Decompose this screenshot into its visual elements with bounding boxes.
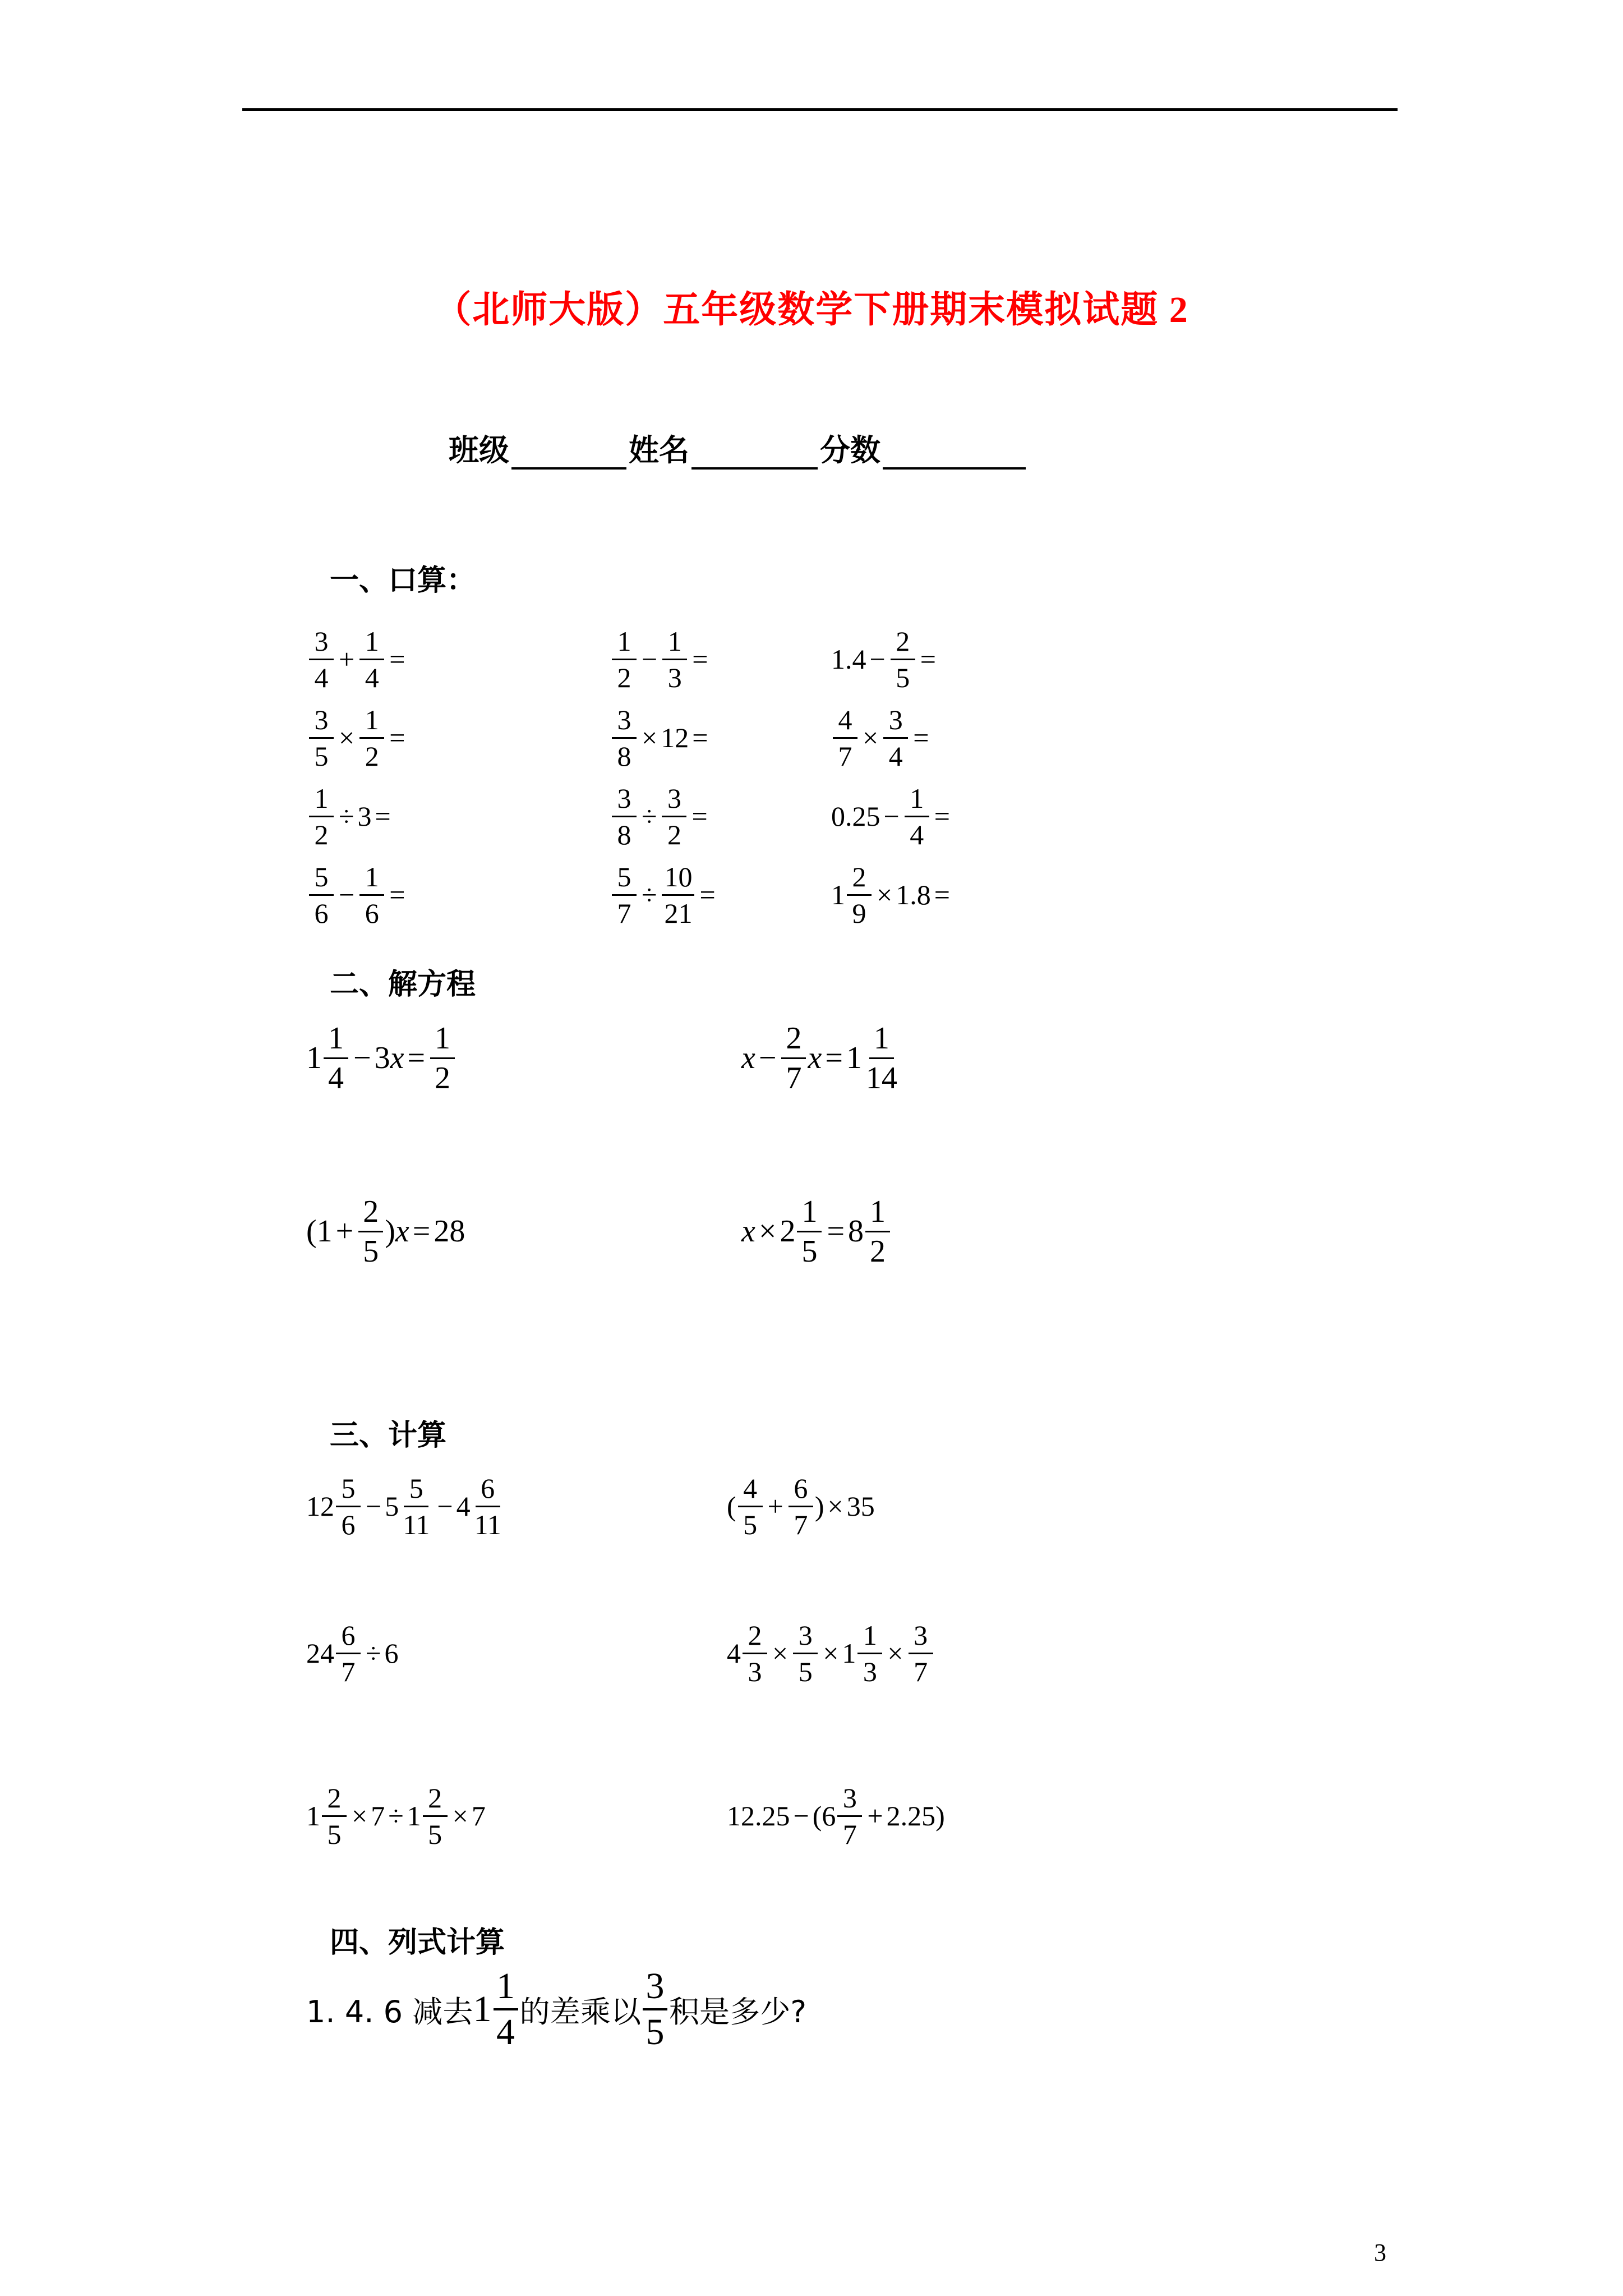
denominator: 7 bbox=[842, 1818, 857, 1850]
math-token: 4 bbox=[727, 1637, 741, 1669]
numerator: 1 bbox=[905, 784, 929, 817]
denominator: 2 bbox=[314, 818, 329, 850]
numerator: 1 bbox=[494, 1968, 518, 2010]
fraction bbox=[662, 784, 686, 849]
fraction bbox=[643, 1968, 667, 2051]
denominator: 7 bbox=[341, 1655, 356, 1687]
operator: × bbox=[642, 722, 658, 753]
math-token: x bbox=[390, 1041, 404, 1075]
operator: = bbox=[389, 643, 405, 675]
numerator: 5 bbox=[404, 1474, 428, 1507]
math-token: ( bbox=[727, 1490, 736, 1522]
numerator: 1 bbox=[869, 1023, 894, 1059]
operator: − bbox=[339, 879, 355, 910]
denominator: 5 bbox=[428, 1818, 442, 1850]
fraction bbox=[309, 863, 334, 927]
math-token: 2.25 bbox=[886, 1800, 936, 1832]
oral-expr-r1c1 bbox=[307, 623, 408, 696]
operator: × bbox=[758, 1214, 777, 1249]
operator: × bbox=[772, 1637, 789, 1669]
denominator: 6 bbox=[314, 897, 329, 929]
denominator: 4 bbox=[365, 661, 379, 693]
score-label: 分数 bbox=[820, 434, 880, 467]
math-token: (6 bbox=[812, 1800, 836, 1832]
calc-expr-6 bbox=[727, 1779, 945, 1852]
fraction bbox=[743, 1621, 767, 1686]
fraction bbox=[309, 627, 334, 692]
fraction bbox=[837, 1784, 862, 1848]
denominator: 2 bbox=[667, 818, 681, 850]
fraction bbox=[359, 703, 384, 772]
operator: = bbox=[412, 1214, 431, 1249]
operator: = bbox=[825, 1041, 843, 1075]
numerator: 1 bbox=[662, 627, 687, 660]
denominator: 5 bbox=[801, 1234, 818, 1269]
calc-expr-1 bbox=[306, 1470, 505, 1543]
fraction bbox=[359, 627, 384, 692]
denominator: 2 bbox=[870, 1234, 886, 1269]
numerator: 6 bbox=[476, 1474, 500, 1507]
fraction bbox=[883, 703, 908, 772]
math-token: 5 bbox=[385, 1490, 399, 1522]
fraction bbox=[857, 1621, 882, 1686]
math-token: 3 bbox=[374, 1041, 390, 1075]
oral-expr-r1c3 bbox=[831, 623, 939, 696]
denominator: 4 bbox=[314, 661, 329, 693]
numerator: 2 bbox=[891, 627, 915, 660]
fraction bbox=[336, 1474, 361, 1539]
class-blank[interactable] bbox=[511, 436, 626, 470]
operator: − bbox=[353, 1041, 371, 1075]
denominator: 4 bbox=[910, 818, 924, 850]
operator: ÷ bbox=[642, 879, 657, 910]
numerator: 1 bbox=[857, 1621, 882, 1654]
operator: − bbox=[883, 800, 900, 832]
numerator: 5 bbox=[612, 863, 637, 896]
math-token: (1 bbox=[306, 1214, 333, 1249]
operator: ÷ bbox=[339, 800, 354, 832]
denominator: 5 bbox=[314, 740, 329, 772]
fraction bbox=[865, 1196, 890, 1267]
math-token: 6 bbox=[384, 1637, 399, 1669]
denominator: 7 bbox=[838, 740, 852, 772]
operator: + bbox=[767, 1490, 783, 1522]
fraction bbox=[494, 1968, 518, 2051]
math-token: 12 bbox=[661, 722, 689, 753]
fraction bbox=[891, 627, 915, 692]
numerator: 1 bbox=[612, 627, 637, 660]
numerator: 6 bbox=[336, 1621, 361, 1654]
equation-2 bbox=[741, 1019, 901, 1097]
fraction bbox=[472, 1474, 504, 1539]
oral-expr-r4c1 bbox=[307, 858, 408, 931]
math-token: x bbox=[808, 1041, 822, 1075]
equation-1 bbox=[306, 1019, 457, 1097]
denominator: 5 bbox=[645, 2012, 665, 2053]
operator: × bbox=[887, 1637, 903, 1669]
fraction bbox=[612, 863, 637, 927]
numerator: 1 bbox=[359, 863, 384, 896]
oral-expr-r2c3 bbox=[831, 701, 932, 774]
operator: × bbox=[877, 879, 893, 910]
operator: = bbox=[913, 722, 929, 753]
fraction bbox=[309, 784, 334, 849]
operator: − bbox=[642, 643, 658, 675]
math-token: 0.25 bbox=[831, 800, 880, 832]
numerator: 3 bbox=[662, 784, 686, 817]
denominator: 5 bbox=[896, 661, 910, 693]
fraction bbox=[864, 1020, 900, 1096]
operator: = bbox=[691, 800, 708, 832]
operator: = bbox=[375, 800, 391, 832]
denominator: 5 bbox=[798, 1655, 813, 1687]
denominator: 4 bbox=[888, 740, 903, 772]
math-token: x bbox=[395, 1214, 409, 1249]
math-token: ) bbox=[935, 1800, 945, 1832]
operator: ÷ bbox=[366, 1637, 381, 1669]
fraction bbox=[797, 1196, 822, 1267]
fraction bbox=[789, 1474, 813, 1539]
numerator: 5 bbox=[309, 863, 334, 896]
calc-expr-3 bbox=[306, 1617, 398, 1690]
oral-expr-r4c2 bbox=[610, 858, 719, 931]
student-info-line bbox=[449, 426, 1028, 470]
denominator: 11 bbox=[403, 1508, 430, 1540]
oral-expr-r2c1 bbox=[307, 701, 408, 774]
math-token: 28 bbox=[434, 1214, 465, 1249]
operator: = bbox=[692, 643, 708, 675]
fraction bbox=[358, 1196, 383, 1267]
operator: − bbox=[869, 643, 886, 675]
numerator: 2 bbox=[358, 1196, 383, 1232]
fraction bbox=[662, 863, 694, 927]
denominator: 8 bbox=[617, 740, 631, 772]
oral-expr-r1c2 bbox=[610, 623, 711, 696]
math-token: 1 bbox=[306, 1041, 322, 1075]
operator: × bbox=[823, 1637, 839, 1669]
math-token: ) bbox=[385, 1214, 395, 1249]
fraction bbox=[430, 1020, 455, 1096]
numerator: 5 bbox=[336, 1474, 361, 1507]
operator: = bbox=[389, 722, 405, 753]
math-token: 1 bbox=[842, 1637, 856, 1669]
calc-expr-4 bbox=[727, 1617, 935, 1690]
math-token: ) bbox=[814, 1490, 824, 1522]
numerator: 2 bbox=[781, 1023, 806, 1059]
operator: − bbox=[758, 1041, 777, 1075]
calc-expr-2 bbox=[727, 1470, 875, 1543]
operator: × bbox=[452, 1800, 468, 1832]
oral-expr-r3c1 bbox=[307, 780, 394, 853]
fraction bbox=[423, 1784, 448, 1848]
numerator: 3 bbox=[643, 1968, 667, 2010]
operator: = bbox=[407, 1041, 426, 1075]
operator: + bbox=[867, 1800, 883, 1832]
operator: = bbox=[827, 1214, 845, 1249]
operator: − bbox=[366, 1490, 382, 1522]
fraction bbox=[909, 1621, 933, 1686]
numerator: 3 bbox=[612, 784, 637, 817]
fraction bbox=[324, 1020, 348, 1096]
denominator: 4 bbox=[328, 1060, 344, 1096]
fraction bbox=[793, 1621, 818, 1686]
class-label: 班级 bbox=[449, 434, 509, 467]
numerator: 4 bbox=[833, 706, 857, 739]
fraction bbox=[905, 784, 929, 849]
denominator: 5 bbox=[363, 1234, 379, 1269]
denominator: 5 bbox=[743, 1508, 758, 1540]
numerator: 3 bbox=[309, 627, 334, 660]
numerator: 2 bbox=[847, 863, 872, 896]
oral-expr-r3c3 bbox=[831, 780, 953, 853]
equation-4 bbox=[741, 1192, 892, 1271]
numerator: 3 bbox=[909, 1621, 933, 1654]
math-token: x bbox=[741, 1041, 755, 1075]
operator: = bbox=[920, 643, 936, 675]
denominator: 3 bbox=[748, 1655, 762, 1687]
page-title: （北师大版）五年级数学下册期末模拟试题 2 bbox=[434, 289, 1189, 330]
operator: × bbox=[352, 1800, 368, 1832]
numerator: 2 bbox=[743, 1621, 767, 1654]
numerator: 1 bbox=[865, 1196, 890, 1232]
operator: = bbox=[934, 879, 950, 910]
operator: = bbox=[692, 722, 708, 753]
math-token: 4 bbox=[456, 1490, 471, 1522]
operator: ÷ bbox=[388, 1800, 404, 1832]
denominator: 7 bbox=[786, 1060, 802, 1096]
fraction bbox=[309, 703, 334, 772]
name-blank[interactable] bbox=[691, 436, 818, 470]
fraction bbox=[359, 863, 384, 927]
numerator: 1 bbox=[430, 1023, 455, 1059]
section-heading-oral: 一、口算： bbox=[330, 565, 476, 597]
numerator: 3 bbox=[793, 1621, 818, 1654]
fraction bbox=[612, 627, 637, 692]
math-token: 1 bbox=[407, 1800, 421, 1832]
fraction bbox=[781, 1020, 806, 1096]
math-token: 35 bbox=[846, 1490, 875, 1522]
fraction bbox=[833, 703, 857, 772]
math-token: 8 bbox=[848, 1214, 864, 1249]
math-token: 1. 4. 6 减去 bbox=[306, 1994, 473, 2030]
math-token: 2 bbox=[780, 1214, 796, 1249]
denominator: 3 bbox=[863, 1655, 877, 1687]
numerator: 3 bbox=[309, 706, 334, 739]
score-blank[interactable] bbox=[883, 436, 1026, 470]
math-token: 24 bbox=[306, 1637, 334, 1669]
oral-expr-r3c2 bbox=[610, 780, 711, 853]
numerator: 1 bbox=[797, 1196, 822, 1232]
word-problem-1 bbox=[306, 1964, 806, 2054]
math-token: 1.4 bbox=[831, 643, 866, 675]
oral-expr-r4c3 bbox=[831, 858, 953, 931]
denominator: 5 bbox=[327, 1818, 342, 1850]
fraction bbox=[336, 1621, 361, 1686]
denominator: 14 bbox=[865, 1060, 897, 1096]
fraction bbox=[400, 1474, 432, 1539]
fraction bbox=[662, 627, 687, 692]
math-token: 1 bbox=[306, 1800, 320, 1832]
operator: = bbox=[389, 879, 405, 910]
math-token: 3 bbox=[357, 800, 372, 832]
numerator: 1 bbox=[309, 784, 334, 817]
denominator: 3 bbox=[667, 661, 682, 693]
numerator: 3 bbox=[612, 706, 637, 739]
denominator: 6 bbox=[341, 1508, 356, 1540]
operator: × bbox=[339, 722, 355, 753]
calc-expr-5 bbox=[306, 1779, 486, 1852]
numerator: 6 bbox=[789, 1474, 813, 1507]
math-token: 1 bbox=[846, 1041, 862, 1075]
header-rule bbox=[242, 108, 1398, 111]
math-token: 7 bbox=[371, 1800, 385, 1832]
math-token: 的差乘以 bbox=[519, 1994, 641, 2030]
numerator: 10 bbox=[662, 863, 694, 896]
fraction bbox=[322, 1784, 347, 1848]
operator: × bbox=[863, 722, 879, 753]
denominator: 7 bbox=[794, 1508, 808, 1540]
section-heading-calc: 三、计算 bbox=[330, 1420, 447, 1452]
numerator: 3 bbox=[883, 706, 908, 739]
denominator: 21 bbox=[664, 897, 693, 929]
operator: + bbox=[339, 643, 355, 675]
fraction bbox=[738, 1474, 763, 1539]
operator: = bbox=[699, 879, 716, 910]
numerator: 3 bbox=[837, 1784, 862, 1817]
numerator: 2 bbox=[322, 1784, 347, 1817]
denominator: 9 bbox=[852, 897, 866, 929]
fraction bbox=[847, 863, 872, 927]
operator: = bbox=[934, 800, 950, 832]
operator: ÷ bbox=[642, 800, 657, 832]
denominator: 11 bbox=[474, 1508, 501, 1540]
math-token: 12.25 bbox=[727, 1800, 790, 1832]
denominator: 2 bbox=[365, 740, 379, 772]
section-heading-word-problem: 四、列式计算 bbox=[330, 1927, 505, 1959]
numerator: 1 bbox=[324, 1023, 348, 1059]
math-token: 1 bbox=[473, 1989, 492, 2030]
numerator: 4 bbox=[738, 1474, 763, 1507]
math-token: 1.8 bbox=[896, 879, 931, 910]
fraction bbox=[612, 784, 637, 849]
denominator: 7 bbox=[914, 1655, 928, 1687]
numerator: 1 bbox=[359, 706, 384, 739]
name-label: 姓名 bbox=[629, 434, 689, 467]
math-token: 12 bbox=[306, 1490, 334, 1522]
denominator: 7 bbox=[617, 897, 631, 929]
numerator: 2 bbox=[423, 1784, 448, 1817]
operator: + bbox=[335, 1214, 354, 1249]
denominator: 2 bbox=[435, 1060, 451, 1096]
section-heading-equations: 二、解方程 bbox=[330, 969, 476, 1001]
operator: − bbox=[437, 1490, 453, 1522]
denominator: 6 bbox=[365, 897, 379, 929]
operator: − bbox=[793, 1800, 809, 1832]
page-number: 3 bbox=[1374, 2239, 1386, 2266]
denominator: 8 bbox=[617, 818, 631, 850]
oral-expr-r2c2 bbox=[610, 701, 711, 774]
math-token: 1 bbox=[831, 879, 845, 910]
math-token: 积是多少? bbox=[668, 1994, 807, 2030]
equation-3 bbox=[306, 1192, 465, 1271]
fraction bbox=[612, 703, 637, 772]
denominator: 4 bbox=[496, 2012, 515, 2053]
operator: × bbox=[827, 1490, 843, 1522]
math-token: x bbox=[741, 1214, 755, 1249]
numerator: 1 bbox=[359, 627, 384, 660]
denominator: 2 bbox=[617, 661, 631, 693]
math-token: 7 bbox=[471, 1800, 486, 1832]
